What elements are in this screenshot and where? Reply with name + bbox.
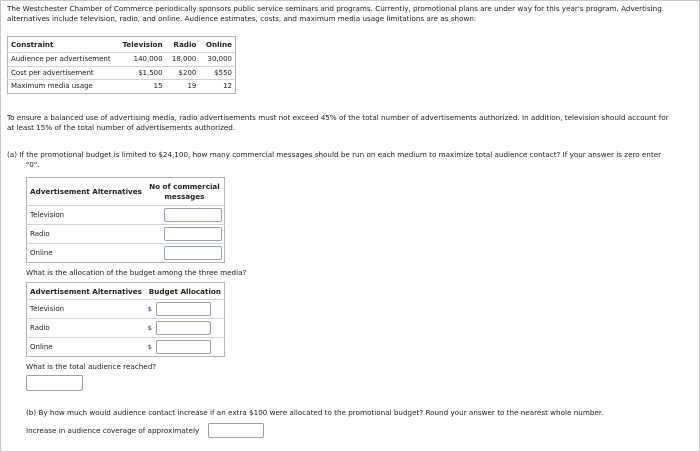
part-b-label: Increase in audience coverage of approximately <box>26 426 200 435</box>
radio-budget-input[interactable] <box>156 321 211 335</box>
row-label-radio: Radio <box>27 225 145 244</box>
header-no-of-messages-line-2: messages <box>164 191 205 201</box>
online-messages-input[interactable] <box>164 246 222 260</box>
header-television: Television <box>122 40 163 49</box>
constraint-table-header <box>8 37 236 53</box>
cell-value: 140,000 <box>114 53 166 67</box>
currency-symbol: $ <box>147 343 152 351</box>
television-budget-input[interactable] <box>156 302 211 316</box>
table-row <box>8 53 236 67</box>
row-label-online: Online <box>27 244 145 263</box>
constraint-table <box>7 36 236 94</box>
row-label: Audience per advertisement <box>8 53 114 67</box>
currency-symbol: $ <box>147 324 152 332</box>
part-a-question-line-1: (a) If the promotional budget is limited to $24,100, how many commercial messages should be run on each medium to maximize total audience contact? If your answer is zero enter <box>7 150 662 159</box>
table-row <box>27 319 225 338</box>
balance-line-1: To ensure a balanced use of advertising media, radio advertisements must not exceed 45% of the total number of advertisements authorized. In addition, television should account for <box>7 113 669 122</box>
table-row <box>27 225 225 244</box>
cell-value: 12 <box>199 80 235 94</box>
intro-line-1: The Westchester Chamber of Commerce periodically sponsors public service seminars and programs. Currently, promotional plans are under way for this year's program. Advertising <box>7 4 662 13</box>
row-label-television: Television <box>27 206 145 225</box>
part-a-question-line-2: "0". <box>26 160 40 169</box>
header-radio: Radio <box>173 40 197 49</box>
table-row <box>27 244 225 263</box>
part-b-question: (b) By how much would audience contact increase if an extra $100 were allocated to the promotional budget? Round your answer to the nearest whole number. <box>26 408 604 417</box>
table-row <box>8 66 236 80</box>
balance-line-2: at least 15% of the total number of advertisements authorized. <box>7 123 236 132</box>
currency-symbol: $ <box>147 305 152 313</box>
row-label-radio: Radio <box>27 319 146 338</box>
header-online: Online <box>205 40 232 49</box>
header-advertisement-alternatives: Advertisement Alternatives <box>30 286 142 296</box>
radio-messages-input[interactable] <box>164 227 222 241</box>
cell-value: $550 <box>199 66 235 80</box>
intro-line-2: alternatives include television, radio, and online. Audience estimates, costs, and maximum media usage limitations are as shown: <box>7 14 477 23</box>
budget-allocation-table <box>26 282 225 357</box>
cell-value: 19 <box>166 80 200 94</box>
table-row <box>27 206 225 225</box>
row-label: Cost per advertisement <box>8 66 114 80</box>
header-no-of-messages-line-1: No of commercial <box>149 181 220 191</box>
cell-value: 18,000 <box>166 53 200 67</box>
table-row <box>27 300 225 319</box>
table-row <box>8 80 236 94</box>
audience-question: What is the total audience reached? <box>26 362 157 371</box>
allocation-question: What is the allocation of the budget among the three media? <box>26 268 247 277</box>
messages-table-header <box>27 178 225 206</box>
online-budget-input[interactable] <box>156 340 211 354</box>
cell-value: 30,000 <box>199 53 235 67</box>
budget-table-header <box>27 283 225 300</box>
audience-increase-input[interactable] <box>208 423 264 438</box>
row-label-television: Television <box>27 300 146 319</box>
row-label: Maximum media usage <box>8 80 114 94</box>
television-messages-input[interactable] <box>164 208 222 222</box>
messages-table <box>26 177 225 263</box>
total-audience-input[interactable] <box>26 375 83 391</box>
header-no-of-messages <box>145 178 225 206</box>
cell-value: 15 <box>114 80 166 94</box>
cell-value: $1,500 <box>114 66 166 80</box>
row-label-online: Online <box>27 338 146 357</box>
cell-value: $200 <box>166 66 200 80</box>
header-constraint: Constraint <box>11 40 54 49</box>
header-advertisement-alternatives: Advertisement Alternatives <box>30 187 142 196</box>
header-budget-allocation: Budget Allocation <box>148 286 221 296</box>
table-row <box>27 338 225 357</box>
